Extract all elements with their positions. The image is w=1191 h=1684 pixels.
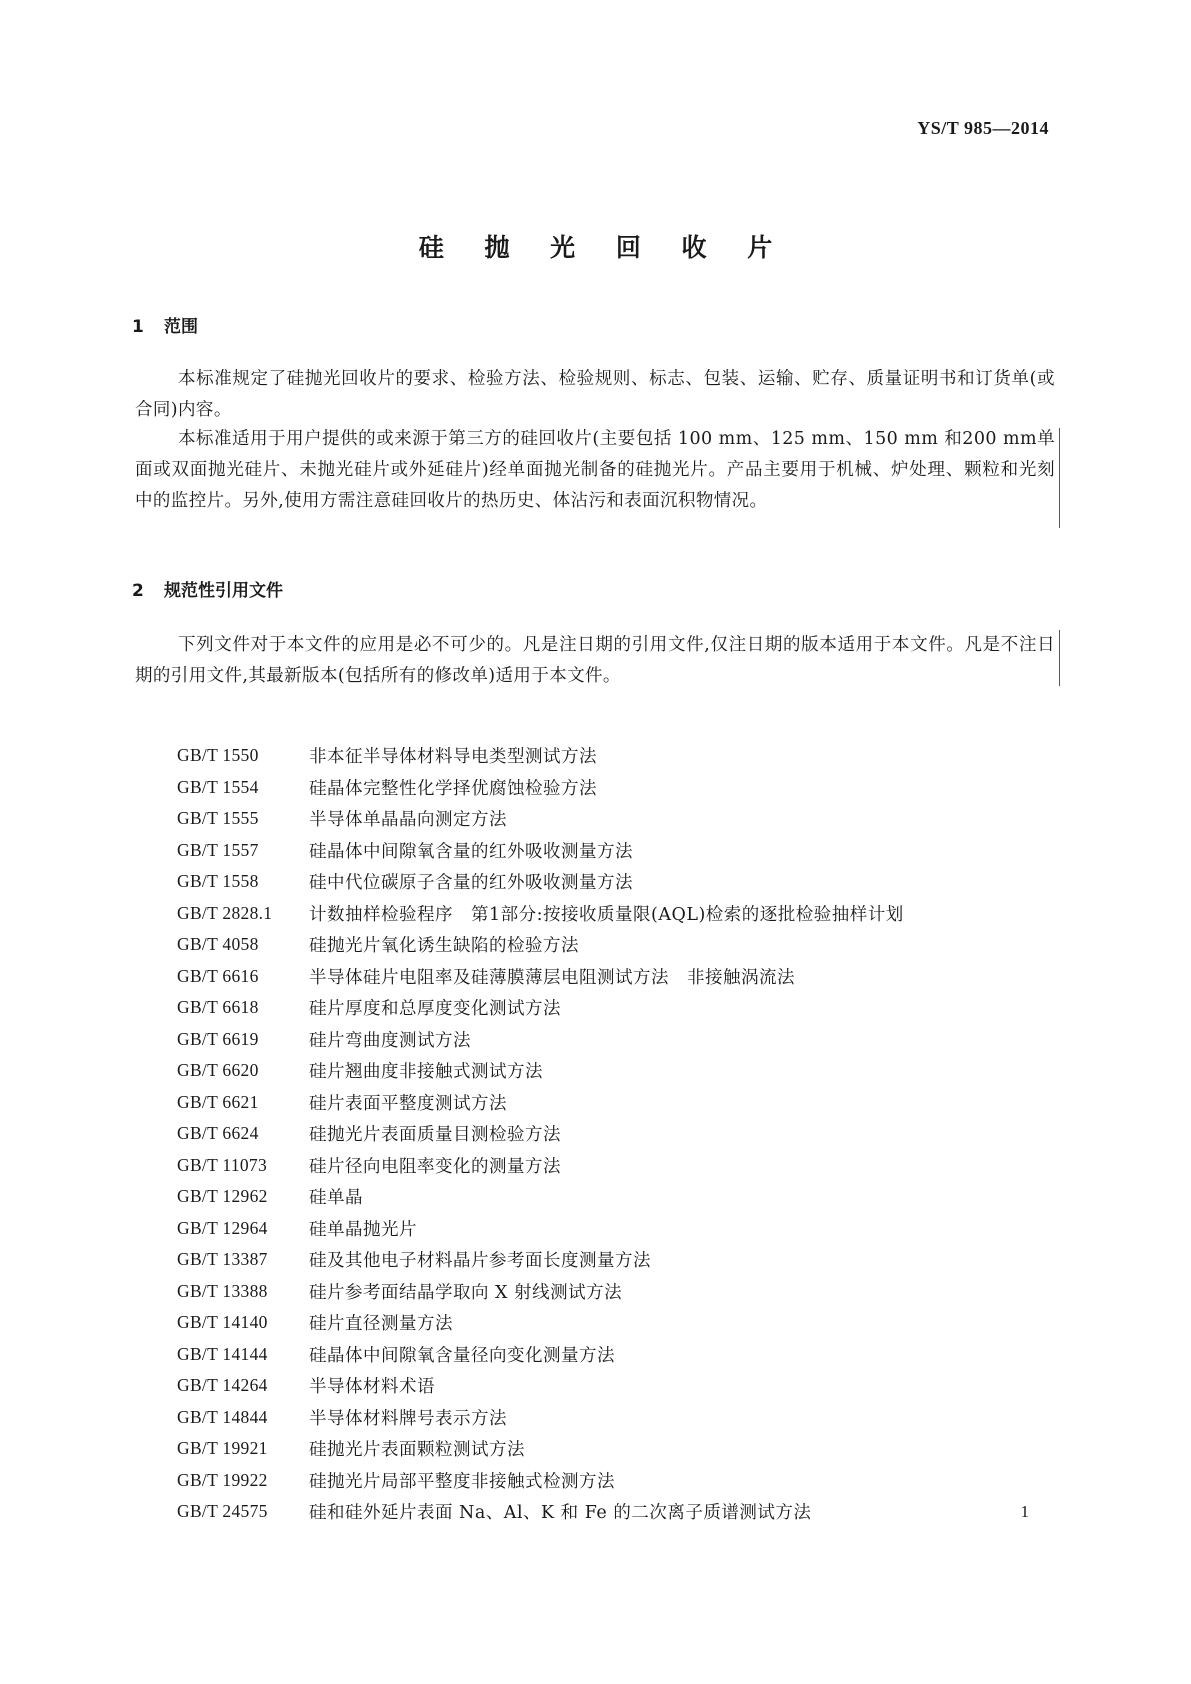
reference-title: 硅片厚度和总厚度变化测试方法 xyxy=(309,999,561,1020)
reference-title: 硅中代位碳原子含量的红外吸收测量方法 xyxy=(309,873,633,894)
reference-code: GB/T 6616 xyxy=(177,965,259,986)
reference-item xyxy=(177,1402,1057,1434)
reference-title: 硅片表面平整度测试方法 xyxy=(309,1093,507,1114)
reference-item xyxy=(177,772,1057,804)
reference-code: GB/T 11073 xyxy=(177,1154,268,1175)
reference-item xyxy=(177,1150,1057,1182)
reference-item xyxy=(177,1307,1057,1339)
reference-title: 半导体材料牌号表示方法 xyxy=(309,1408,507,1429)
reference-item xyxy=(177,1024,1057,1056)
reference-item xyxy=(177,992,1057,1024)
reference-item xyxy=(177,1276,1057,1308)
reference-item xyxy=(177,929,1057,961)
standard-code: YS/T 985—2014 xyxy=(917,118,1049,138)
reference-title: 硅片弯曲度测试方法 xyxy=(309,1030,471,1051)
section-2-heading xyxy=(132,576,283,601)
reference-code: GB/T 19922 xyxy=(177,1469,268,1490)
reference-title: 硅单晶抛光片 xyxy=(309,1219,417,1240)
reference-title: 硅抛光片表面质量目测检验方法 xyxy=(309,1125,561,1146)
reference-code: GB/T 6621 xyxy=(177,1091,259,1112)
reference-code: GB/T 19921 xyxy=(177,1438,268,1459)
reference-code: GB/T 12962 xyxy=(177,1186,268,1207)
reference-code: GB/T 1557 xyxy=(177,839,259,860)
reference-item xyxy=(177,1465,1057,1497)
reference-code: GB/T 6620 xyxy=(177,1060,259,1081)
reference-title: 硅抛光片氧化诱生缺陷的检验方法 xyxy=(309,936,579,957)
reference-title: 硅片参考面结晶学取向 X 射线测试方法 xyxy=(309,1282,623,1303)
reference-code: GB/T 6618 xyxy=(177,997,259,1018)
reference-title: 半导体材料术语 xyxy=(309,1377,435,1398)
reference-item xyxy=(177,1370,1057,1402)
reference-code: GB/T 1558 xyxy=(177,871,259,892)
reference-code: GB/T 14264 xyxy=(177,1375,268,1396)
reference-code: GB/T 4058 xyxy=(177,934,259,955)
reference-code: GB/T 13387 xyxy=(177,1249,268,1270)
reference-code: GB/T 12964 xyxy=(177,1217,268,1238)
reference-item xyxy=(177,835,1057,867)
reference-item xyxy=(177,961,1057,993)
reference-list xyxy=(177,740,1057,1528)
reference-code: GB/T 1554 xyxy=(177,776,259,797)
reference-item xyxy=(177,740,1057,772)
reference-title: 非本征半导体材料导电类型测试方法 xyxy=(309,747,597,768)
reference-item xyxy=(177,1181,1057,1213)
reference-item xyxy=(177,1055,1057,1087)
reference-title: 硅晶体完整性化学择优腐蚀检验方法 xyxy=(309,778,597,799)
scope-paragraph-1: 本标准规定了硅抛光回收片的要求、检验方法、检验规则、标志、包装、运输、贮存、质量证明书和订货单(或合同)内容。 xyxy=(135,369,1055,420)
reference-item xyxy=(177,1213,1057,1245)
revision-bar xyxy=(1059,630,1060,686)
reference-code: GB/T 14144 xyxy=(177,1343,268,1364)
reference-code: GB/T 6619 xyxy=(177,1028,259,1049)
document-title: 硅 抛 光 回 收 片 xyxy=(418,233,789,262)
reference-item xyxy=(177,898,1057,930)
reference-title: 硅和硅外延片表面 Na、Al、K 和 Fe 的二次离子质谱测试方法 xyxy=(309,1503,812,1524)
reference-code: GB/T 2828.1 xyxy=(177,902,273,923)
section-1-heading xyxy=(132,312,198,337)
reference-item xyxy=(177,1339,1057,1371)
reference-title: 计数抽样检验程序 第1部分:按接收质量限(AQL)检索的逐批检验抽样计划 xyxy=(309,904,904,925)
section-title: 规范性引用文件 xyxy=(164,581,283,601)
reference-code: GB/T 14844 xyxy=(177,1406,268,1427)
reference-title: 硅晶体中间隙氧含量的红外吸收测量方法 xyxy=(309,841,633,862)
reference-item xyxy=(177,1433,1057,1465)
reference-item xyxy=(177,1087,1057,1119)
reference-title: 硅抛光片表面颗粒测试方法 xyxy=(309,1440,525,1461)
reference-code: GB/T 24575 xyxy=(177,1501,268,1522)
section-title: 范围 xyxy=(164,317,198,337)
reference-code: GB/T 1550 xyxy=(177,745,259,766)
reference-code: GB/T 1555 xyxy=(177,808,259,829)
reference-title: 硅片翘曲度非接触式测试方法 xyxy=(309,1062,543,1083)
reference-title: 硅晶体中间隙氧含量径向变化测量方法 xyxy=(309,1345,615,1366)
reference-item xyxy=(177,803,1057,835)
reference-item xyxy=(177,1118,1057,1150)
section-number: 1 xyxy=(132,317,144,337)
scope-paragraph-2: 本标准适用于用户提供的或来源于第三方的硅回收片(主要包括 100 mm、125 mm、150 mm 和200 mm单面或双面抛光硅片、未抛光硅片或外延硅片)经单面抛光制备的硅抛光片。产品主要用于机械、炉处理、颗粒和光刻中的监控片。另外,使用方需注意硅回收片的热历史、体沾污和表面沉积物情况。 xyxy=(135,429,1055,511)
reference-title: 半导体单晶晶向测定方法 xyxy=(309,810,507,831)
reference-title: 硅及其他电子材料晶片参考面长度测量方法 xyxy=(309,1251,651,1272)
revision-bar xyxy=(1059,428,1060,528)
reference-title: 硅单晶 xyxy=(309,1188,363,1209)
reference-item xyxy=(177,1244,1057,1276)
reference-title: 硅抛光片局部平整度非接触式检测方法 xyxy=(309,1471,615,1492)
reference-title: 硅片直径测量方法 xyxy=(309,1314,453,1335)
reference-item xyxy=(177,866,1057,898)
reference-code: GB/T 13388 xyxy=(177,1280,268,1301)
reference-item xyxy=(177,1496,1057,1528)
reference-code: GB/T 6624 xyxy=(177,1123,259,1144)
page-number: 1 xyxy=(1020,1502,1029,1521)
reference-title: 硅片径向电阻率变化的测量方法 xyxy=(309,1156,561,1177)
reference-title: 半导体硅片电阻率及硅薄膜薄层电阻测试方法 非接触涡流法 xyxy=(309,967,795,988)
section-number: 2 xyxy=(132,581,144,601)
normative-references-intro: 下列文件对于本文件的应用是必不可少的。凡是注日期的引用文件,仅注日期的版本适用于本文件。凡是不注日期的引用文件,其最新版本(包括所有的修改单)适用于本文件。 xyxy=(135,635,1055,686)
reference-code: GB/T 14140 xyxy=(177,1312,268,1333)
